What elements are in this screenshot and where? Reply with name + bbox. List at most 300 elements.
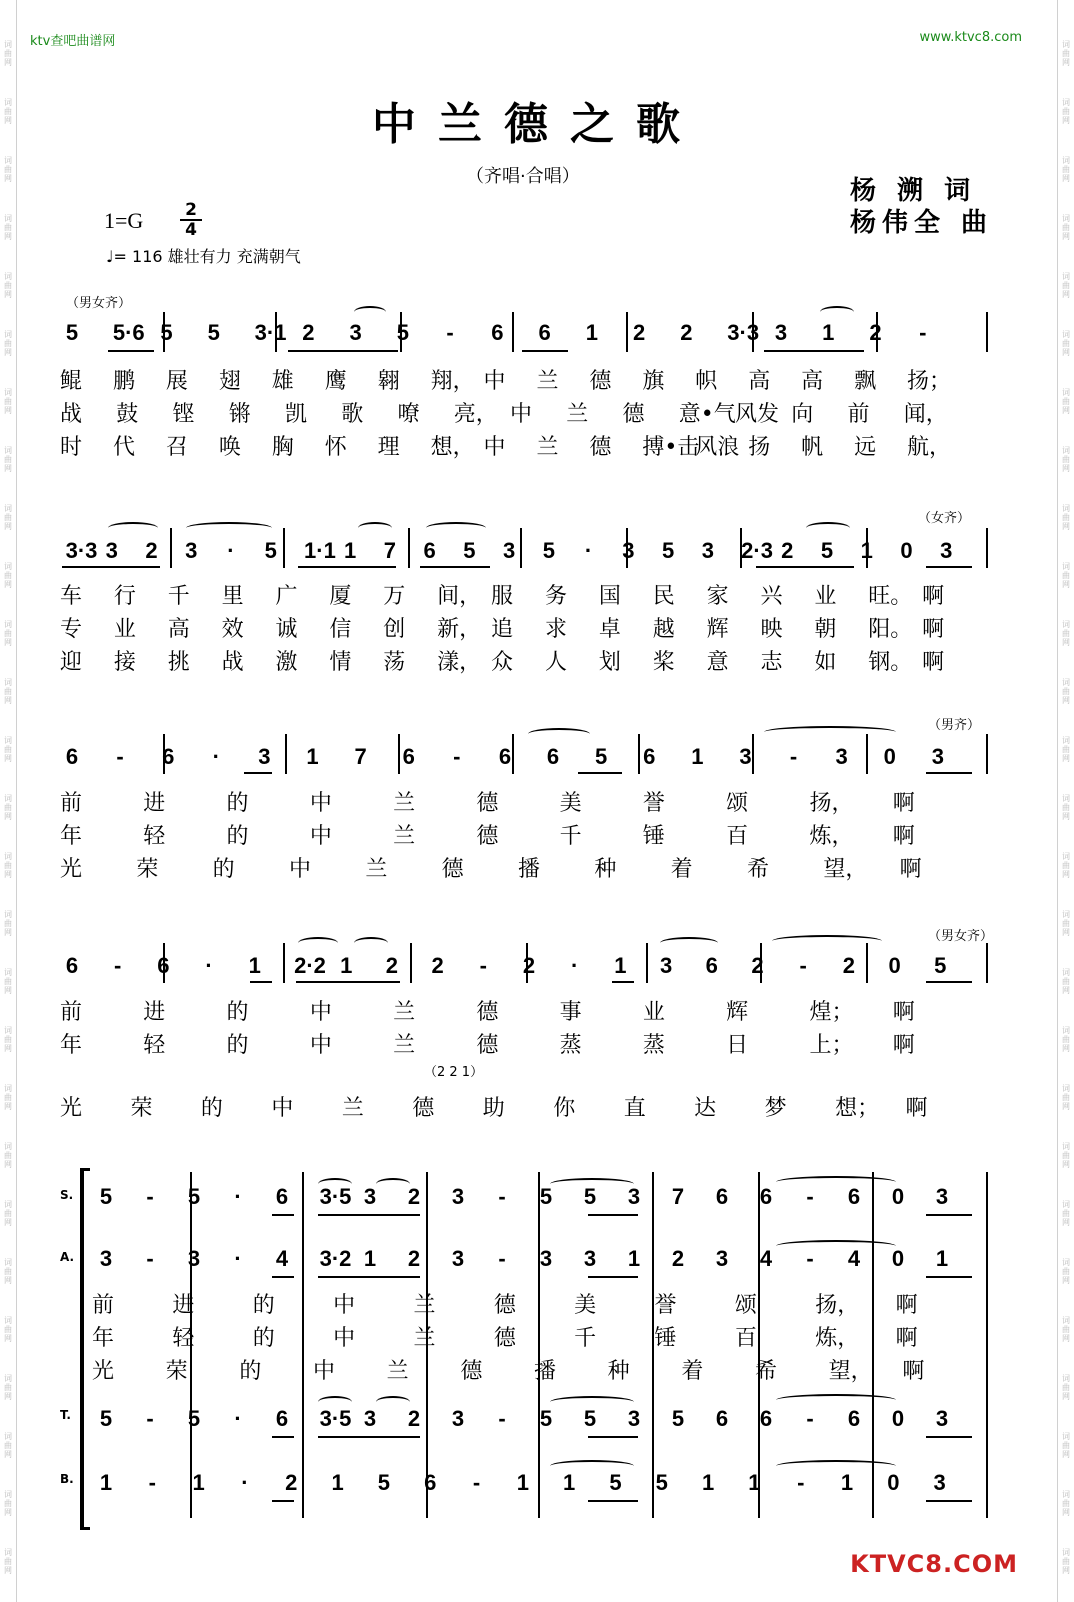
lyric-syllable: 的 — [200, 1096, 223, 1121]
melody-note: 3 — [835, 744, 848, 769]
lyric-syllable: 中 — [309, 791, 332, 816]
lyric-syllable: 万 — [383, 584, 406, 609]
lyric-syllable: 唤 — [218, 435, 241, 460]
lyric-syllable: 求 — [544, 617, 567, 642]
melody-note: 2 — [680, 320, 693, 345]
lyric-syllable: 前 — [60, 1000, 83, 1025]
lyric-syllable: 啊 — [892, 824, 915, 849]
melody-note: 3 — [503, 538, 516, 563]
slur-tie — [776, 1394, 896, 1406]
lyric-syllable: 中 — [483, 435, 506, 460]
melody-note: 5 — [396, 320, 409, 345]
site-url-right: www.ktvc8.com — [919, 30, 1022, 45]
melody-note: 2 — [302, 320, 315, 345]
lyric-syllable: 锤 — [654, 1326, 677, 1351]
bar-line — [398, 734, 400, 774]
melody-note: 1 — [585, 320, 599, 345]
melody-note: 5 — [207, 320, 220, 345]
side-watermark-mark: 词 曲 网 — [4, 156, 12, 183]
side-watermark-mark: 词 曲 网 — [1062, 272, 1070, 299]
soprano-note: 3 — [935, 1184, 949, 1209]
alto-note: 4 — [847, 1246, 861, 1271]
lyric-syllable: 业 — [642, 1000, 665, 1025]
lyric-syllable: 中 — [313, 1359, 336, 1384]
melody-note: 5 — [820, 538, 834, 563]
tenor-note: - — [146, 1406, 154, 1431]
bass-note: 3 — [933, 1470, 946, 1495]
alto-note: 2 — [671, 1246, 685, 1271]
side-watermark-mark: 词 曲 网 — [1062, 1316, 1070, 1343]
lyric-syllable: 召 — [165, 435, 188, 460]
lyric-syllable: 时 — [60, 435, 83, 460]
bar-line — [760, 943, 762, 983]
bar-line — [638, 734, 640, 774]
soprano-note: 5 — [187, 1184, 201, 1209]
lyric-syllable: 德 — [476, 1000, 499, 1025]
tenor-note: 5 — [671, 1406, 685, 1431]
composer-credit: 杨伟全 曲 — [850, 208, 994, 238]
lyric-syllable: 种 — [594, 857, 617, 882]
tenor-note: 6 — [715, 1406, 729, 1431]
melody-note: 1 — [860, 538, 873, 563]
alto-note: 0 — [891, 1246, 905, 1271]
melody-note: 5 — [595, 744, 608, 769]
melody-note: 1 — [340, 953, 353, 978]
lyric-syllable: 代 — [112, 435, 135, 460]
melody-note: 3 — [701, 538, 714, 563]
site-name-left: ktv查吧曲谱网 — [30, 34, 116, 49]
lyric-syllable: 搏•击 — [642, 435, 700, 460]
lyric-syllable: 德 — [493, 1293, 516, 1318]
lyric-syllable: 旗 — [642, 369, 665, 394]
lyric-syllable: 航， — [907, 435, 952, 460]
soprano-note: 6 — [759, 1184, 773, 1209]
bar-line — [163, 734, 165, 774]
lyric-syllable: 朝 — [814, 617, 837, 642]
bar-line — [876, 312, 878, 352]
lyric-syllable: 新， — [437, 617, 482, 642]
lyric-syllable: 众 — [491, 650, 514, 675]
lyric-syllable: 年 — [60, 824, 83, 849]
side-watermark-mark: 词 曲 网 — [4, 1200, 12, 1227]
side-watermark-mark: 词 曲 网 — [4, 562, 12, 589]
lyric-syllable: 轻 — [172, 1326, 195, 1351]
lyric-syllable: 如 — [814, 650, 837, 675]
bar-line — [526, 943, 528, 983]
melody-note: 3·3 — [727, 320, 760, 345]
lyric-syllable: 中 — [309, 1000, 332, 1025]
lyric-syllable: 兰 — [393, 1000, 416, 1025]
bar-line — [520, 528, 522, 568]
bar-line — [512, 734, 514, 774]
melody-note: 1 — [344, 538, 357, 563]
side-watermark-mark: 词 曲 网 — [1062, 330, 1070, 357]
lyric-syllable: 进 — [143, 1000, 166, 1025]
bass-note: 5 — [377, 1470, 391, 1495]
bass-note: 1 — [99, 1470, 113, 1495]
slur-tie — [772, 935, 882, 947]
melody-note: 2 — [781, 538, 794, 563]
melody-note: 6 — [705, 953, 718, 978]
bass-note: 5 — [655, 1470, 668, 1495]
melody-note: 5 — [463, 538, 476, 563]
lyric-syllable: 兰 — [566, 402, 589, 427]
lyric-syllable: 里 — [221, 584, 244, 609]
alto-note: 1 — [363, 1246, 377, 1271]
beam-underline — [588, 1214, 638, 1216]
bass-note: 1 — [516, 1470, 529, 1495]
slur-tie — [550, 1396, 634, 1408]
lyric-syllable: 的 — [226, 1000, 249, 1025]
lyric-syllable: 中 — [333, 1293, 356, 1318]
alto-note: 3 — [539, 1246, 553, 1271]
melody-note: 6 — [65, 744, 79, 769]
lyric-syllable: 翔， — [430, 369, 475, 394]
melody-note: 0 — [888, 953, 901, 978]
slur-tie — [376, 1178, 410, 1190]
lyric-syllable: 美 — [559, 791, 582, 816]
beam-underline — [318, 1276, 420, 1278]
bar-line — [400, 312, 402, 352]
lyric-syllable: 战 — [221, 650, 244, 675]
lyric-syllable: 千 — [574, 1326, 597, 1351]
lyric-syllable: 蒸 — [642, 1033, 665, 1058]
slur-tie — [550, 1460, 634, 1472]
lyric-syllable: 直 — [623, 1096, 646, 1121]
beam-underline — [296, 981, 400, 983]
bass-note: 1 — [701, 1470, 715, 1495]
lyric-syllable: 中 — [333, 1326, 356, 1351]
lyric-syllable: 飘 — [854, 369, 877, 394]
alto-note: 3·2 — [319, 1246, 352, 1271]
lyric-syllable: 志 — [760, 650, 783, 675]
bar-line — [866, 943, 868, 983]
bar-line — [283, 528, 285, 568]
soprano-note: 6 — [847, 1184, 861, 1209]
side-watermark-mark: 词 曲 网 — [1062, 40, 1070, 67]
lyric-syllable: 啊 — [895, 1293, 918, 1318]
beam-underline — [250, 981, 272, 983]
melody-note: 3 — [931, 744, 945, 769]
soprano-note: 0 — [891, 1184, 905, 1209]
lyric-syllable: 桨 — [652, 650, 675, 675]
lyric-syllable: 远 — [854, 435, 877, 460]
lyric-syllable: 光 — [60, 857, 83, 882]
tenor-note: · — [234, 1406, 242, 1431]
lyric-syllable: 播 — [534, 1359, 557, 1384]
slur-tie — [776, 1240, 896, 1252]
melody-note: 2 — [633, 320, 646, 345]
lyric-syllable: 中 — [510, 402, 533, 427]
side-watermark-mark: 词 曲 网 — [4, 1432, 12, 1459]
side-watermark-mark: 词 曲 网 — [4, 98, 12, 125]
lyric-syllable: 翱 — [377, 369, 400, 394]
lyric-syllable: 啊 — [895, 1326, 918, 1351]
melody-note: · — [212, 744, 220, 769]
lyric-syllable: 啊 — [922, 584, 945, 609]
lyric-syllable: 民 — [652, 584, 675, 609]
lyric-syllable: 兰 — [386, 1359, 409, 1384]
part-annotation-female: （女齐） — [918, 511, 971, 526]
beam-underline — [926, 1276, 972, 1278]
bass-note: · — [241, 1470, 249, 1495]
tenor-note: 6 — [275, 1406, 289, 1431]
slur-tie — [528, 728, 590, 740]
alto-note: 2 — [407, 1246, 421, 1271]
choir-brace — [80, 1168, 90, 1530]
lyric-syllable: 鼓 — [116, 402, 139, 427]
song-title: 中兰德之歌 — [372, 99, 702, 150]
beam-underline — [756, 566, 854, 568]
side-watermark-mark: 词 曲 网 — [1062, 852, 1070, 879]
lyric-syllable: 行 — [113, 584, 136, 609]
side-watermark-mark: 词 曲 网 — [1062, 562, 1070, 589]
alto-note: 3 — [451, 1246, 465, 1271]
alto-note: 1 — [935, 1246, 949, 1271]
side-watermark-mark: 词 曲 网 — [4, 910, 12, 937]
bar-line — [626, 312, 628, 352]
soprano-note: 3 — [451, 1184, 465, 1209]
lyric-syllable: 德 — [460, 1359, 483, 1384]
lyric-syllable: 种 — [607, 1359, 630, 1384]
bar-line — [302, 1172, 304, 1518]
side-watermark-mark: 词 曲 网 — [1062, 1200, 1070, 1227]
lyric-syllable: 进 — [172, 1293, 195, 1318]
lyric-syllable: 意•气 — [678, 402, 736, 427]
time-signature — [180, 202, 202, 238]
lyric-syllable: 高 — [167, 617, 190, 642]
lyric-syllable: 情 — [329, 650, 352, 675]
soprano-note: 6 — [275, 1184, 289, 1209]
lyric-syllable: 风发 — [735, 402, 780, 427]
lyric-syllable: 年 — [60, 1033, 83, 1058]
melody-note: 5 — [160, 320, 173, 345]
lyric-syllable: 德 — [476, 1033, 499, 1058]
lyric-syllable: 业 — [113, 617, 136, 642]
lyric-syllable: 希 — [747, 857, 770, 882]
side-watermark-mark: 词 曲 网 — [4, 1548, 12, 1575]
beam-underline — [764, 350, 864, 352]
melody-note: · — [584, 538, 593, 563]
lyric-syllable: 凯 — [285, 402, 308, 427]
lyric-syllable: 歌 — [341, 402, 364, 427]
lyric-syllable: 啊 — [902, 1359, 925, 1384]
bar-line — [275, 312, 277, 352]
lyric-syllable: 播 — [518, 857, 541, 882]
beam-underline — [588, 1500, 638, 1502]
melody-note: 6 — [162, 744, 175, 769]
tenor-note: 5 — [539, 1406, 553, 1431]
left-margin-strip — [0, 0, 17, 1602]
lyric-syllable: 中 — [483, 369, 506, 394]
lyric-syllable: 鹏 — [112, 369, 135, 394]
melody-note: 2·3 — [741, 538, 773, 563]
soprano-note: - — [806, 1184, 814, 1209]
tenor-note: 3 — [935, 1406, 949, 1431]
alto-note: 4 — [759, 1246, 773, 1271]
lyric-syllable: 扬 — [748, 435, 771, 460]
lyric-syllable: 德 — [622, 402, 645, 427]
side-watermark-mark: 词 曲 网 — [1062, 620, 1070, 647]
slur-tie — [820, 306, 854, 318]
bar-line — [408, 528, 410, 568]
melody-note: 1 — [248, 953, 261, 978]
melody-note: - — [116, 744, 124, 769]
melody-note: 6 — [498, 744, 512, 769]
alto-note: 3 — [715, 1246, 729, 1271]
side-watermark-mark: 词 曲 网 — [4, 1490, 12, 1517]
beam-underline — [288, 350, 398, 352]
beam-underline — [272, 1214, 294, 1216]
slur-tie — [108, 522, 158, 534]
lyric-syllable: 啊 — [922, 650, 945, 675]
lyric-syllable: 中 — [271, 1096, 294, 1121]
side-watermark-mark: 词 曲 网 — [4, 272, 12, 299]
side-watermark-mark: 词 曲 网 — [1062, 446, 1070, 473]
lyric-syllable: 中 — [309, 1033, 332, 1058]
beam-underline — [612, 981, 634, 983]
lyric-syllable: 兴 — [760, 584, 783, 609]
lyric-syllable: 前 — [92, 1293, 115, 1318]
side-watermark-mark: 词 曲 网 — [1062, 504, 1070, 531]
lyric-syllable: 中 — [289, 857, 312, 882]
lyric-syllable: 锤 — [642, 824, 665, 849]
bass-note: 5 — [609, 1470, 622, 1495]
melody-note: 1·1 — [304, 538, 336, 563]
lyric-syllable: 接 — [113, 650, 136, 675]
alto-label: A. — [60, 1250, 75, 1264]
alto-note: - — [806, 1246, 814, 1271]
soprano-label: S. — [60, 1188, 74, 1202]
lyric-syllable: 兰 — [393, 1033, 416, 1058]
part-annotation-male-female-2: （男女齐） — [928, 929, 994, 944]
bar-line — [285, 734, 287, 774]
lyric-syllable: 怀 — [324, 435, 347, 460]
side-watermark-mark: 词 曲 网 — [4, 852, 12, 879]
side-watermark-mark: 词 曲 网 — [1062, 156, 1070, 183]
melody-note: 3·1 — [254, 320, 287, 345]
tenor-note: - — [806, 1406, 814, 1431]
lyric-syllable: 光 — [60, 1096, 83, 1121]
side-watermark-mark: 词 曲 网 — [1062, 736, 1070, 763]
lyric-syllable: 轻 — [143, 824, 166, 849]
bar-line — [626, 528, 628, 568]
lyric-syllable: 德 — [589, 369, 612, 394]
lyric-syllable: 辉 — [706, 617, 729, 642]
side-watermark-mark: 词 曲 网 — [4, 446, 12, 473]
slur-tie — [776, 1176, 896, 1188]
melody-note: - — [799, 953, 807, 978]
side-watermark-mark: 词 曲 网 — [1062, 1026, 1070, 1053]
melody-note: 2 — [145, 538, 158, 563]
tenor-note: 2 — [407, 1406, 421, 1431]
lyric-syllable: 卓 — [598, 617, 621, 642]
lyric-syllable: 兰 — [365, 857, 388, 882]
tenor-note: - — [498, 1406, 506, 1431]
tenor-note: 5 — [583, 1406, 597, 1431]
bass-note: 1 — [192, 1470, 205, 1495]
lyric-syllable: 百 — [734, 1326, 757, 1351]
lyric-syllable: 想； — [835, 1096, 880, 1121]
side-watermark-mark: 词 曲 网 — [1062, 214, 1070, 241]
tenor-note: 0 — [891, 1406, 905, 1431]
melody-note: 1 — [614, 953, 627, 978]
soprano-note: · — [234, 1184, 242, 1209]
melody-note: - — [453, 744, 461, 769]
lyric-syllable: 光 — [92, 1359, 115, 1384]
lyric-syllable: 着 — [681, 1359, 704, 1384]
bar-line — [646, 943, 648, 983]
slur-tie — [354, 937, 388, 949]
melody-note: 1 — [691, 744, 704, 769]
lyric-syllable: 帆 — [801, 435, 824, 460]
lyric-syllable: 理 — [377, 435, 400, 460]
melody-note: 1 — [822, 320, 835, 345]
bar-line — [986, 312, 988, 352]
lyric-syllable: 扬， — [815, 1293, 860, 1318]
lyric-syllable: 国 — [598, 584, 621, 609]
lyric-syllable: 战 — [60, 402, 83, 427]
side-watermark-mark: 词 曲 网 — [4, 330, 12, 357]
bass-note: 0 — [887, 1470, 900, 1495]
lyric-syllable: 追 — [491, 617, 514, 642]
slur-tie — [358, 522, 392, 534]
melody-note: 5 — [934, 953, 947, 978]
lyric-syllable: 煌； — [809, 1000, 854, 1025]
bar-line — [758, 1172, 760, 1518]
side-watermark-mark: 词 曲 网 — [1062, 1490, 1070, 1517]
beam-underline — [272, 1500, 294, 1502]
lyric-syllable: 创 — [383, 617, 406, 642]
side-watermark-mark: 词 曲 网 — [4, 214, 12, 241]
melody-note: 0 — [900, 538, 913, 563]
lyric-syllable: 达 — [694, 1096, 717, 1121]
beam-underline — [272, 1276, 294, 1278]
tempo-marking: ♩= 116 雄壮有力 充满朝气 — [106, 247, 301, 266]
lyric-syllable: 雄 — [271, 369, 294, 394]
slur-tie — [354, 306, 386, 318]
side-watermark-mark: 词 曲 网 — [1062, 1258, 1070, 1285]
melody-note: 3 — [258, 744, 271, 769]
melody-note: 3 — [622, 538, 635, 563]
melody-note: 3 — [185, 538, 198, 563]
lyric-syllable: 望， — [828, 1359, 873, 1384]
melody-note: 5 — [661, 538, 675, 563]
bass-note: - — [797, 1470, 805, 1495]
side-watermark-mark: 词 曲 网 — [1062, 1374, 1070, 1401]
melody-note: 6 — [538, 320, 551, 345]
lyric-syllable: 信 — [329, 617, 352, 642]
beam-underline — [244, 772, 272, 774]
lyric-syllable: 人 — [544, 650, 567, 675]
part-annotation-male: （男齐） — [928, 718, 981, 733]
bar-line — [986, 943, 988, 983]
lyric-syllable: 啊 — [892, 1033, 915, 1058]
lyric-syllable: 挑 — [167, 650, 190, 675]
bass-label: B. — [60, 1472, 74, 1486]
lyric-syllable: 映 — [760, 617, 783, 642]
bar-line — [986, 734, 988, 774]
side-watermark-mark: 词 曲 网 — [4, 1258, 12, 1285]
lyric-syllable: 千 — [167, 584, 190, 609]
soprano-note: 7 — [671, 1184, 685, 1209]
melody-note: 5·6 — [112, 320, 145, 345]
lyric-syllable: 的 — [226, 791, 249, 816]
melody-note: 6 — [643, 744, 656, 769]
bar-line — [410, 943, 412, 983]
lyric-syllable: 务 — [544, 584, 567, 609]
lyric-syllable: 德 — [476, 824, 499, 849]
